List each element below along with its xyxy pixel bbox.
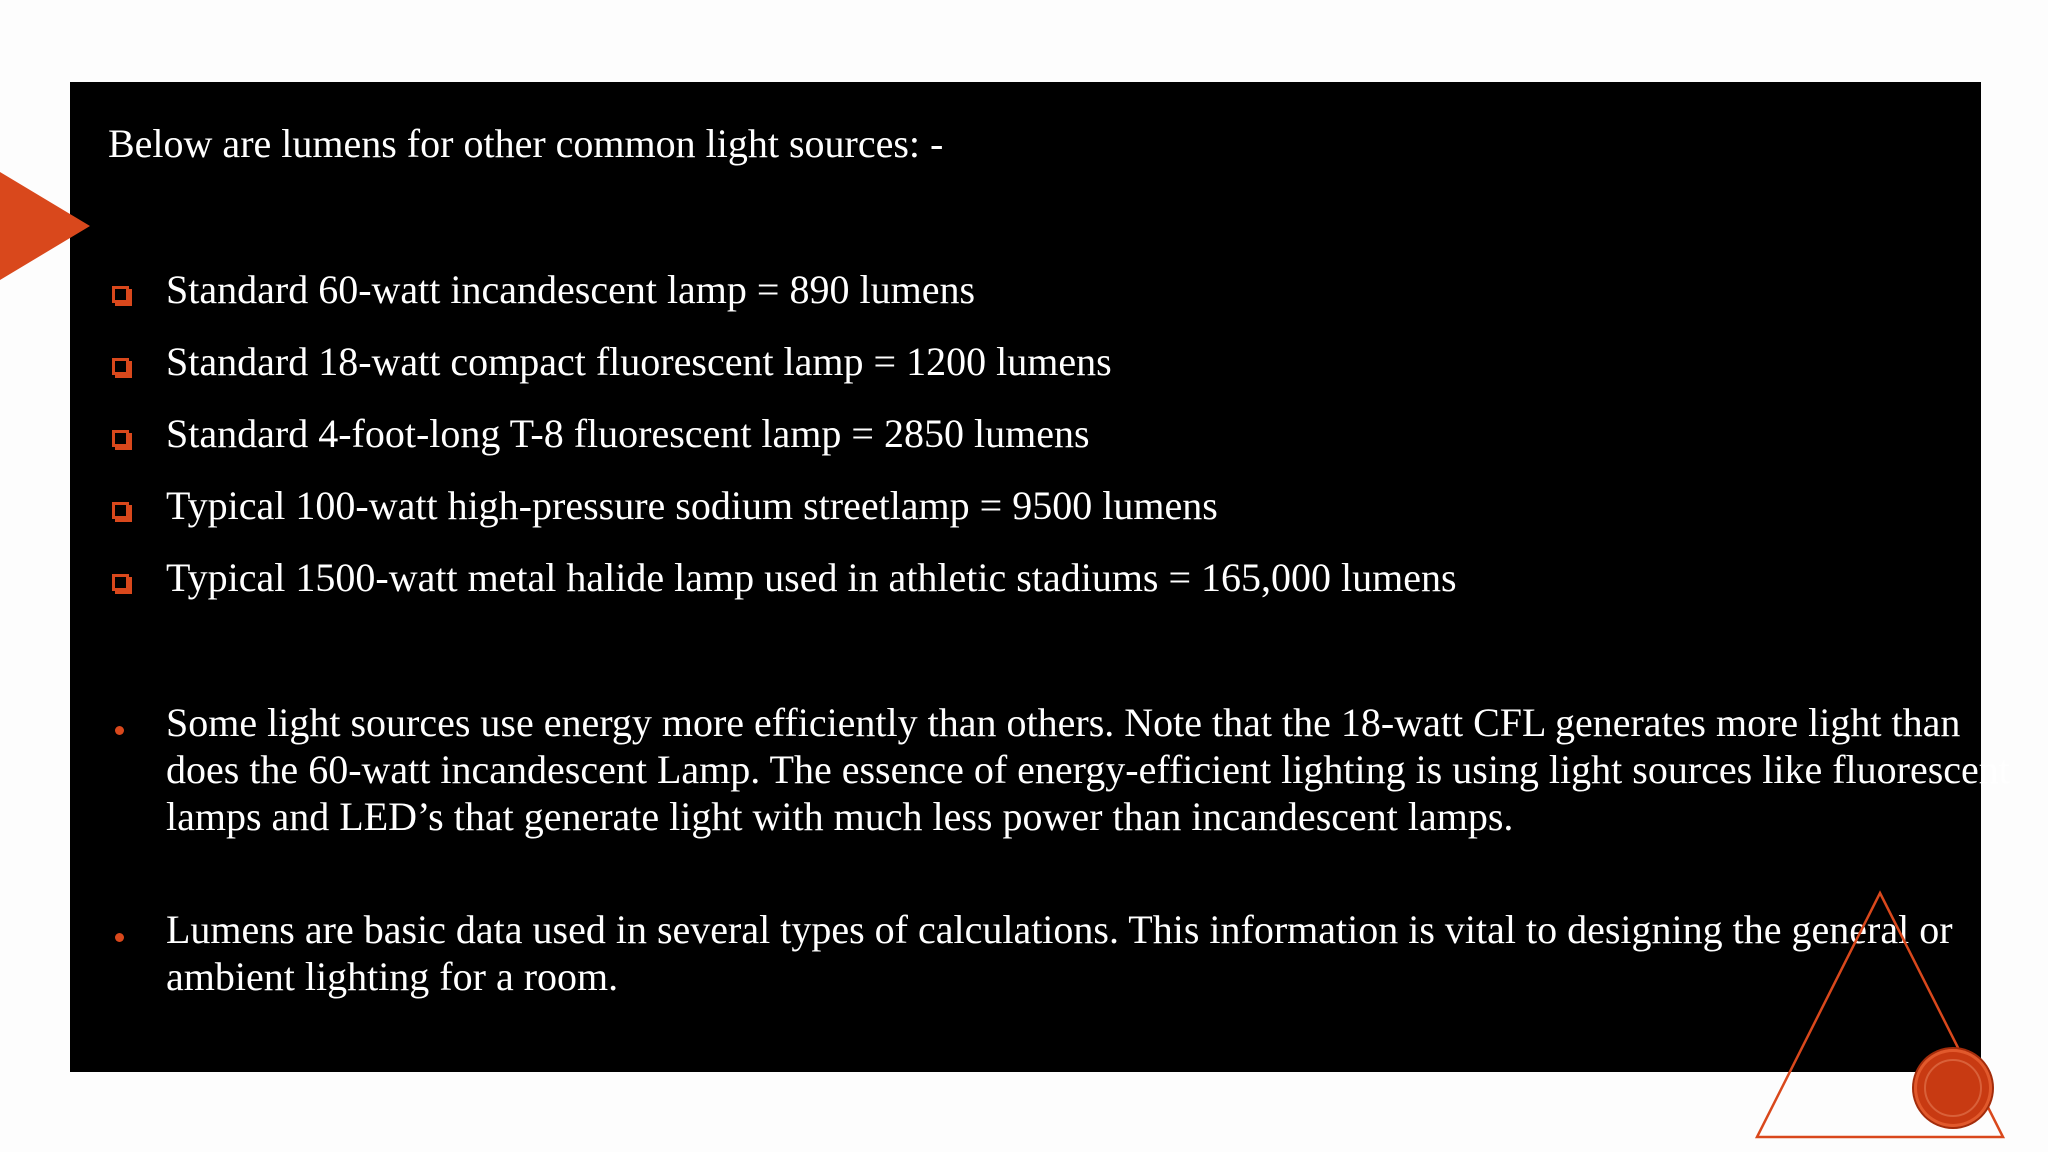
play-arrow-icon [0,172,90,280]
list-item-text: Standard 4-foot-long T-8 fluorescent lamp = 2850 lumens [166,411,1090,456]
paragraph-text: Some light sources use energy more efficiently than others. Note that the 18-watt CFL generates more light than does the 60-watt incandescent Lamp. The essence of energy-efficient lighting is using light sources like fluorescent lamps and LED’s that generate light with much less power than incandescent lamps. [166,700,2010,839]
list-item-text: Typical 1500-watt metal halide lamp used in athletic stadiums = 165,000 lumens [166,555,1457,600]
list-item-text: Standard 18-watt compact fluorescent lamp = 1200 lumens [166,339,1112,384]
intro-text: Below are lumens for other common light sources: - [108,121,944,166]
list-item-text: Typical 100-watt high-pressure sodium streetlamp = 9500 lumens [166,483,1218,528]
bullet-dot-icon [108,699,124,745]
hollow-square-icon [108,555,129,601]
hollow-square-icon [108,483,129,529]
circle-badge-icon [1914,1049,1992,1127]
bullet-dot-icon [108,906,124,952]
hollow-square-icon [108,411,129,457]
list-item-text: Standard 60-watt incandescent lamp = 890 lumens [166,267,976,312]
paragraph-text: Lumens are basic data used in several types of calculations. This information is vital to designing the general or ambient lighting for a room. [166,907,1953,999]
hollow-square-icon [108,339,129,385]
hollow-square-icon [108,267,129,313]
